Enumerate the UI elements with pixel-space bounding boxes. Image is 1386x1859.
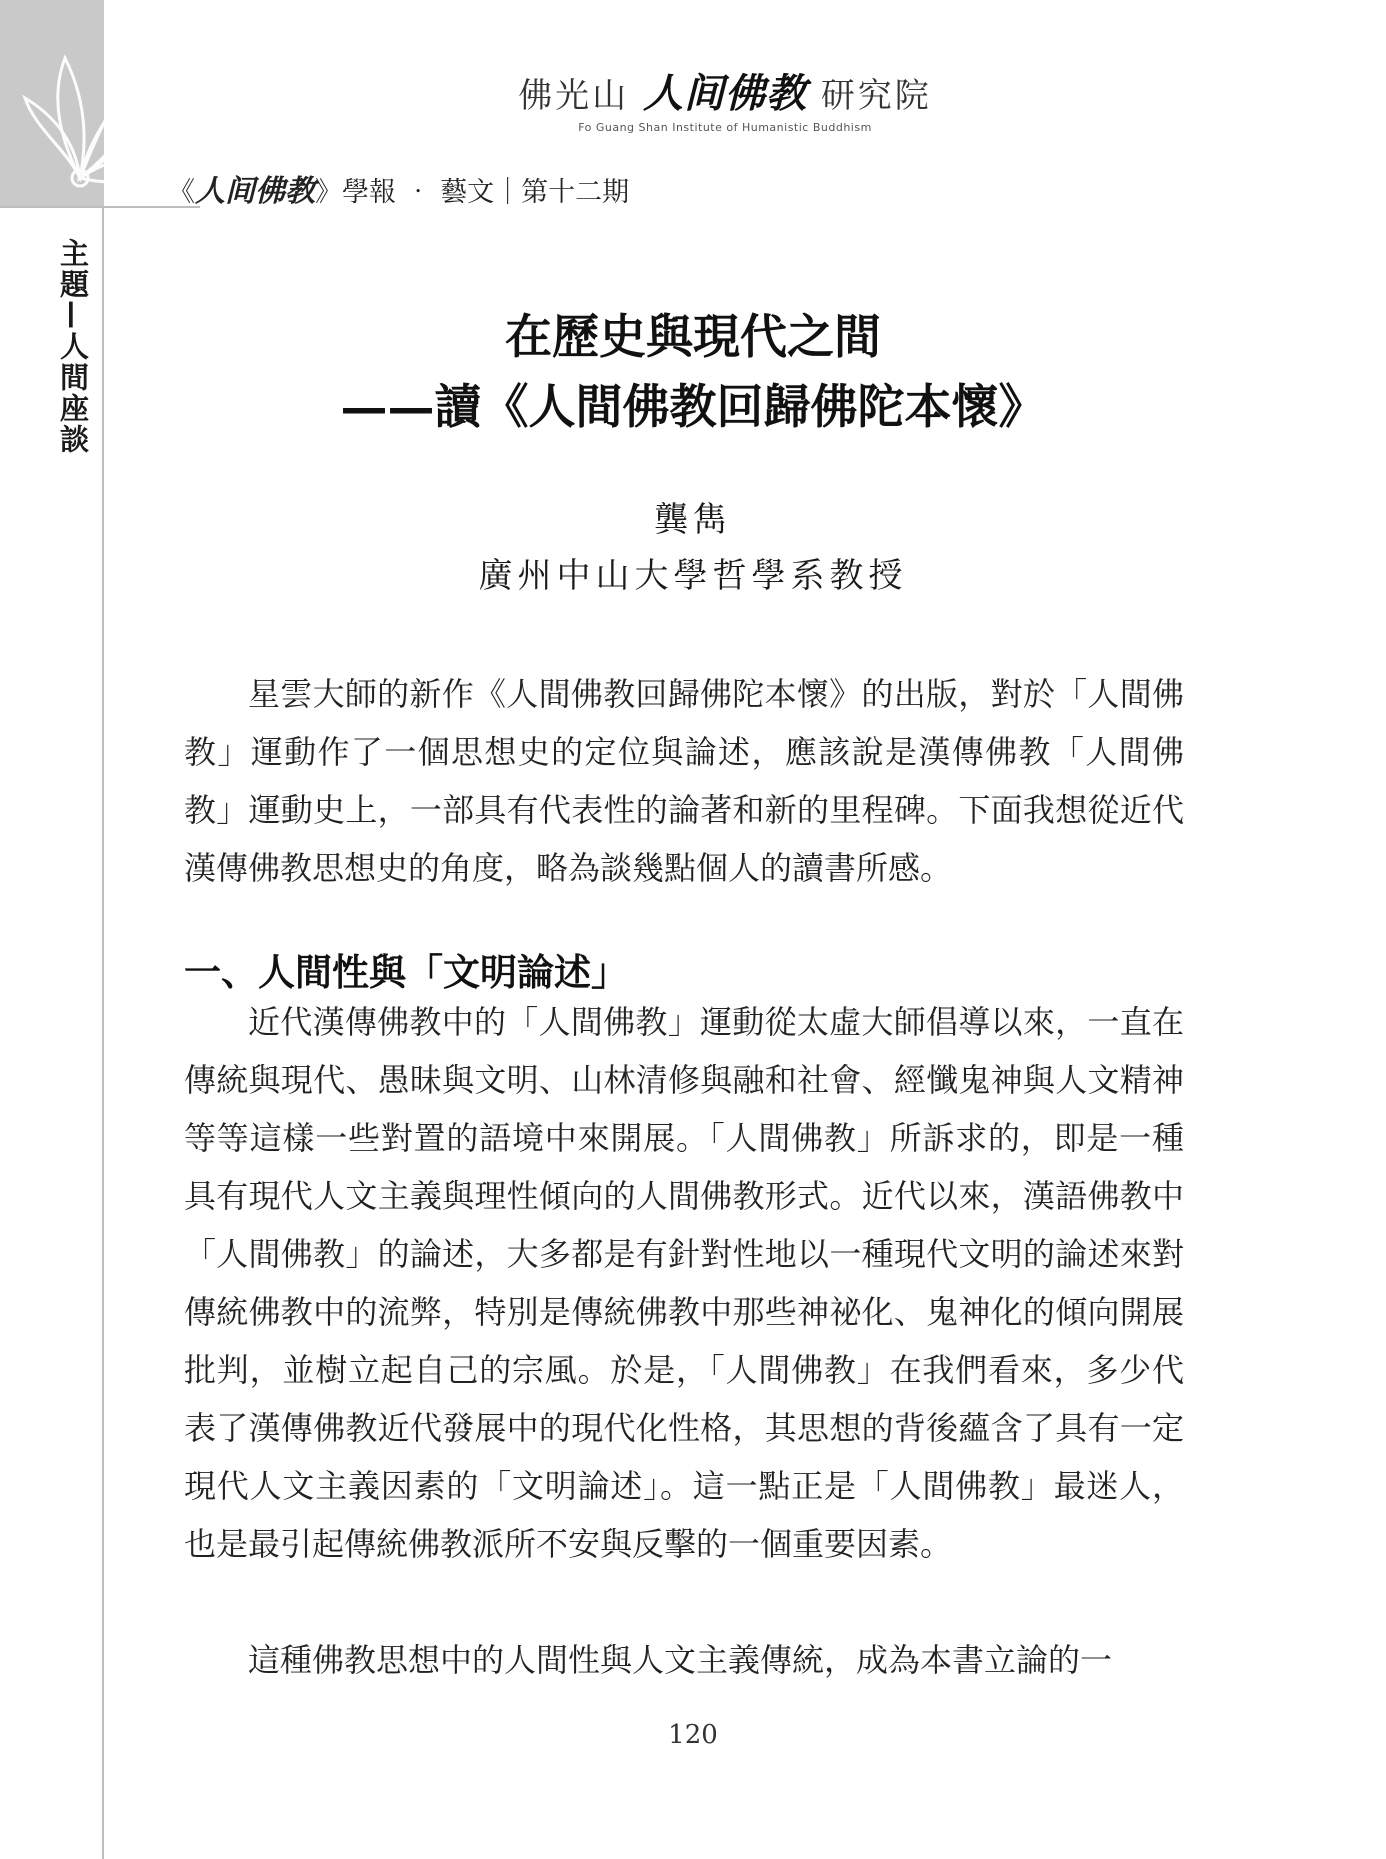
institute-english-name: Fo Guang Shan Institute of Humanistic Buddhism [578,121,872,134]
intro-paragraph: 星雲大師的新作《人間佛教回歸佛陀本懷》的出版，對於「人間佛教」運動作了一個思想史的定位與論述，應該說是漢傳佛教「人間佛教」運動史上，一部具有代表性的論著和新的里程碑。下面我想從近代漢傳佛教思想史的角度，略為談幾點個人的讀書所感。 [184,675,1184,887]
section-paragraph-2: 這種佛教思想中的人間性與人文主義傳統，成為本書立論的一 [248,1641,1113,1679]
journal-brand-logo: 人间佛教 [195,174,315,209]
author-affiliation: 廣州中山大學哲學系教授 [478,556,908,596]
journal-open-bracket: 《 [168,177,195,208]
section-paragraph: 近代漢傳佛教中的「人間佛教」運動從太虛大師倡導以來，一直在傳統與現代、愚昧與文明、山林清修與融和社會、經懺鬼神與人文精神等等這樣一些對置的語境中來開展。「人間佛教」所訴求的，即是一種具有現代人文主義與理性傾向的人間佛教形式。近代以來，漢語佛教中「人間佛教」的論述，大多都是有針對性地以一種現代文明的論述來對傳統佛教中的流弊，特別是傳統佛教中那些神祕化、鬼神化的傾向開展批判，並樹立起自己的宗風。於是，「人間佛教」在我們看來，多少代表了漢傳佛教近代發展中的現代化性格，其思想的背後蘊含了具有一定現代人文主義因素的「文明論述」。這一點正是「人間佛教」最迷人，也是最引起傳統佛教派所不安與反擊的一個重要因素。 [184,1003,1184,1563]
journal-running-head [168,166,629,210]
institute-header [490,62,960,134]
section-paragraph-block-2 [184,1631,1184,1689]
article-title: 在歷史與現代之間 [505,310,881,365]
institute-brand-logo: 人间佛教 [643,70,807,117]
section-side-tab: 主題—人間座談 [56,238,90,455]
institute-prefix: 佛光山 [518,76,630,116]
institute-suffix: 研究院 [820,76,932,116]
page-number: 120 [668,1720,718,1750]
margin-rule [102,208,104,1859]
section-heading: 一、人間性與「文明論述」 [184,950,628,994]
article-subtitle: ——讀《人間佛教回歸佛陀本懷》 [340,380,1046,435]
intro-paragraph-block [184,665,1184,897]
author-name: 龔雋 [654,500,732,540]
journal-issue: 》學報 ‧ 藝文｜第十二期 [315,177,630,208]
section-paragraph-block [184,993,1184,1573]
institute-name [490,62,960,119]
